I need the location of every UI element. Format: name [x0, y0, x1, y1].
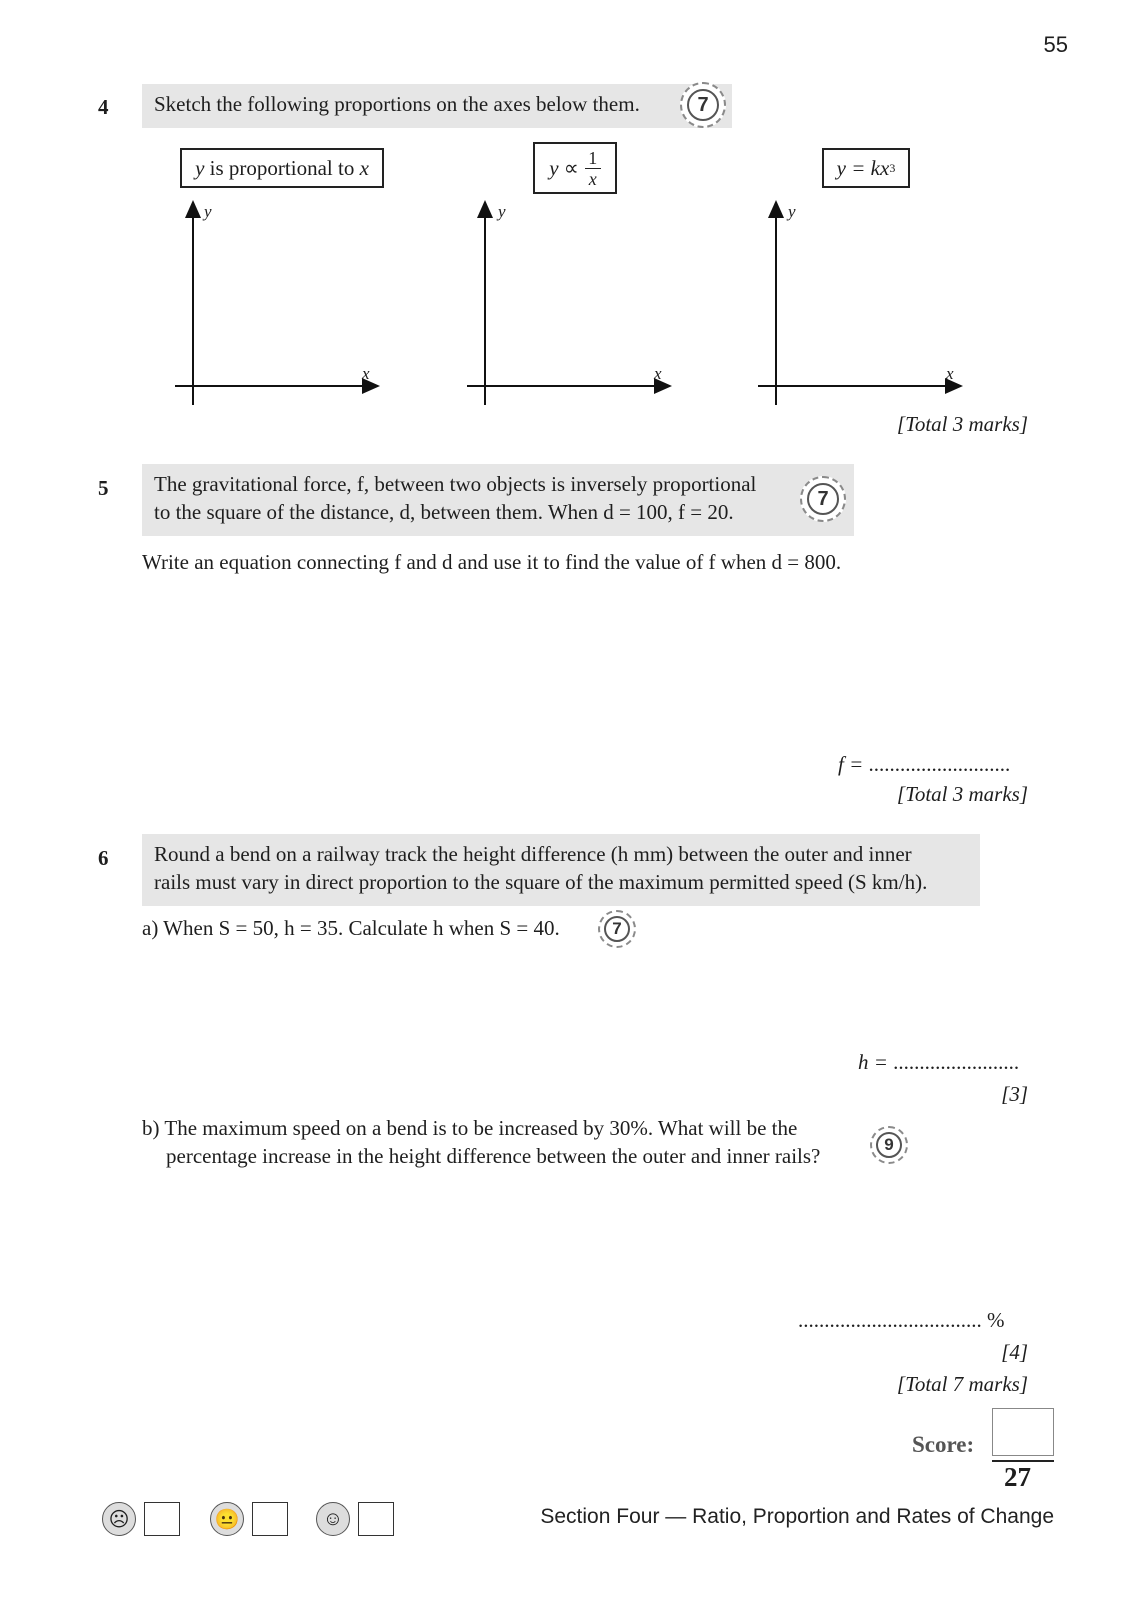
happy-face-icon: ☺ — [316, 1502, 350, 1536]
question-4-total-marks: [Total 3 marks] — [896, 412, 1028, 436]
question-6b-prompt-line-2: percentage increase in the height difference between the outer and inner rails? — [166, 1144, 821, 1168]
question-6-prompt-line-1: Round a bend on a railway track the height difference (h mm) between the outer and inner — [154, 842, 912, 866]
question-6a-prompt: a) When S = 50, h = 35. Calculate h when S = 40. — [142, 916, 560, 940]
graph-1-label: y is proportional to x — [180, 148, 384, 188]
section-footer: Section Four — Ratio, Proportion and Rates of Change — [540, 1505, 1054, 1528]
graph-1-y-axis-label: y — [204, 202, 212, 221]
question-6b-marks: [4] — [1001, 1340, 1028, 1364]
grade-9-badge-icon: 9 — [870, 1126, 908, 1164]
graph-2-y-axis-label: y — [498, 202, 506, 221]
graph-2-fraction: $\frac{1}{x}$ — [585, 148, 601, 189]
question-5-prompt-line-1: The gravitational force, f, between two objects is inversely proportional — [154, 472, 757, 496]
question-6-total-marks: [Total 7 marks] — [896, 1372, 1028, 1396]
graph-2-x-axis-label: x — [654, 364, 662, 383]
question-6b-answer-field[interactable]: ................................... % — [798, 1308, 1005, 1332]
question-5-prompt-box — [142, 464, 854, 536]
sad-face-icon: ☹ — [102, 1502, 136, 1536]
question-5-prompt-line-2: to the square of the distance, d, between them. When d = 100, f = 20. — [154, 500, 734, 524]
score-out-of: 27 — [1004, 1462, 1031, 1492]
happy-face-checkbox[interactable] — [358, 1502, 394, 1536]
question-6-prompt-line-2: rails must vary in direct proportion to the square of the maximum permitted speed (S km/h). — [154, 870, 928, 894]
question-6-number: 6 — [98, 846, 109, 870]
question-5-total-marks: [Total 3 marks] — [896, 782, 1028, 806]
question-5-number: 5 — [98, 476, 109, 500]
grade-7-badge-icon: 7 — [598, 910, 636, 948]
score-box[interactable] — [992, 1408, 1054, 1456]
question-6a-answer-field[interactable]: h = ........................ — [858, 1050, 1020, 1074]
grade-7-badge-icon: 7 — [800, 476, 846, 522]
graph-3-label: y = kx 3 — [822, 148, 910, 188]
score-label: Score: — [912, 1432, 975, 1457]
axes-graph-1 — [175, 208, 372, 405]
question-5-instruction: Write an equation connecting f and d and use it to find the value of f when d = 800. — [142, 550, 842, 574]
graph-3-y-axis-label: y — [788, 202, 796, 221]
question-5-answer-field[interactable]: f = ........................... — [838, 752, 1011, 776]
neutral-face-checkbox[interactable] — [252, 1502, 288, 1536]
question-4-number: 4 — [98, 95, 109, 119]
question-6b-prompt-line-1: b) The maximum speed on a bend is to be increased by 30%. What will be the — [142, 1116, 798, 1140]
sad-face-checkbox[interactable] — [144, 1502, 180, 1536]
question-4-prompt: Sketch the following proportions on the axes below them. — [154, 92, 640, 116]
axes-graph-3 — [758, 208, 955, 405]
graph-2-label: y ∝ $\frac{1}{x}$ — [533, 142, 617, 194]
neutral-face-icon: 😐 — [210, 1502, 244, 1536]
graph-1-x-axis-label: x — [362, 364, 370, 383]
question-6-prompt-box — [142, 834, 980, 906]
graph-3-x-axis-label: x — [946, 364, 954, 383]
question-6a-marks: [3] — [1001, 1082, 1028, 1106]
sketch-axes — [0, 0, 1130, 420]
page-number: 55 — [1043, 32, 1068, 57]
grade-7-badge-icon: 7 — [680, 82, 726, 128]
axes-graph-2 — [467, 208, 664, 405]
